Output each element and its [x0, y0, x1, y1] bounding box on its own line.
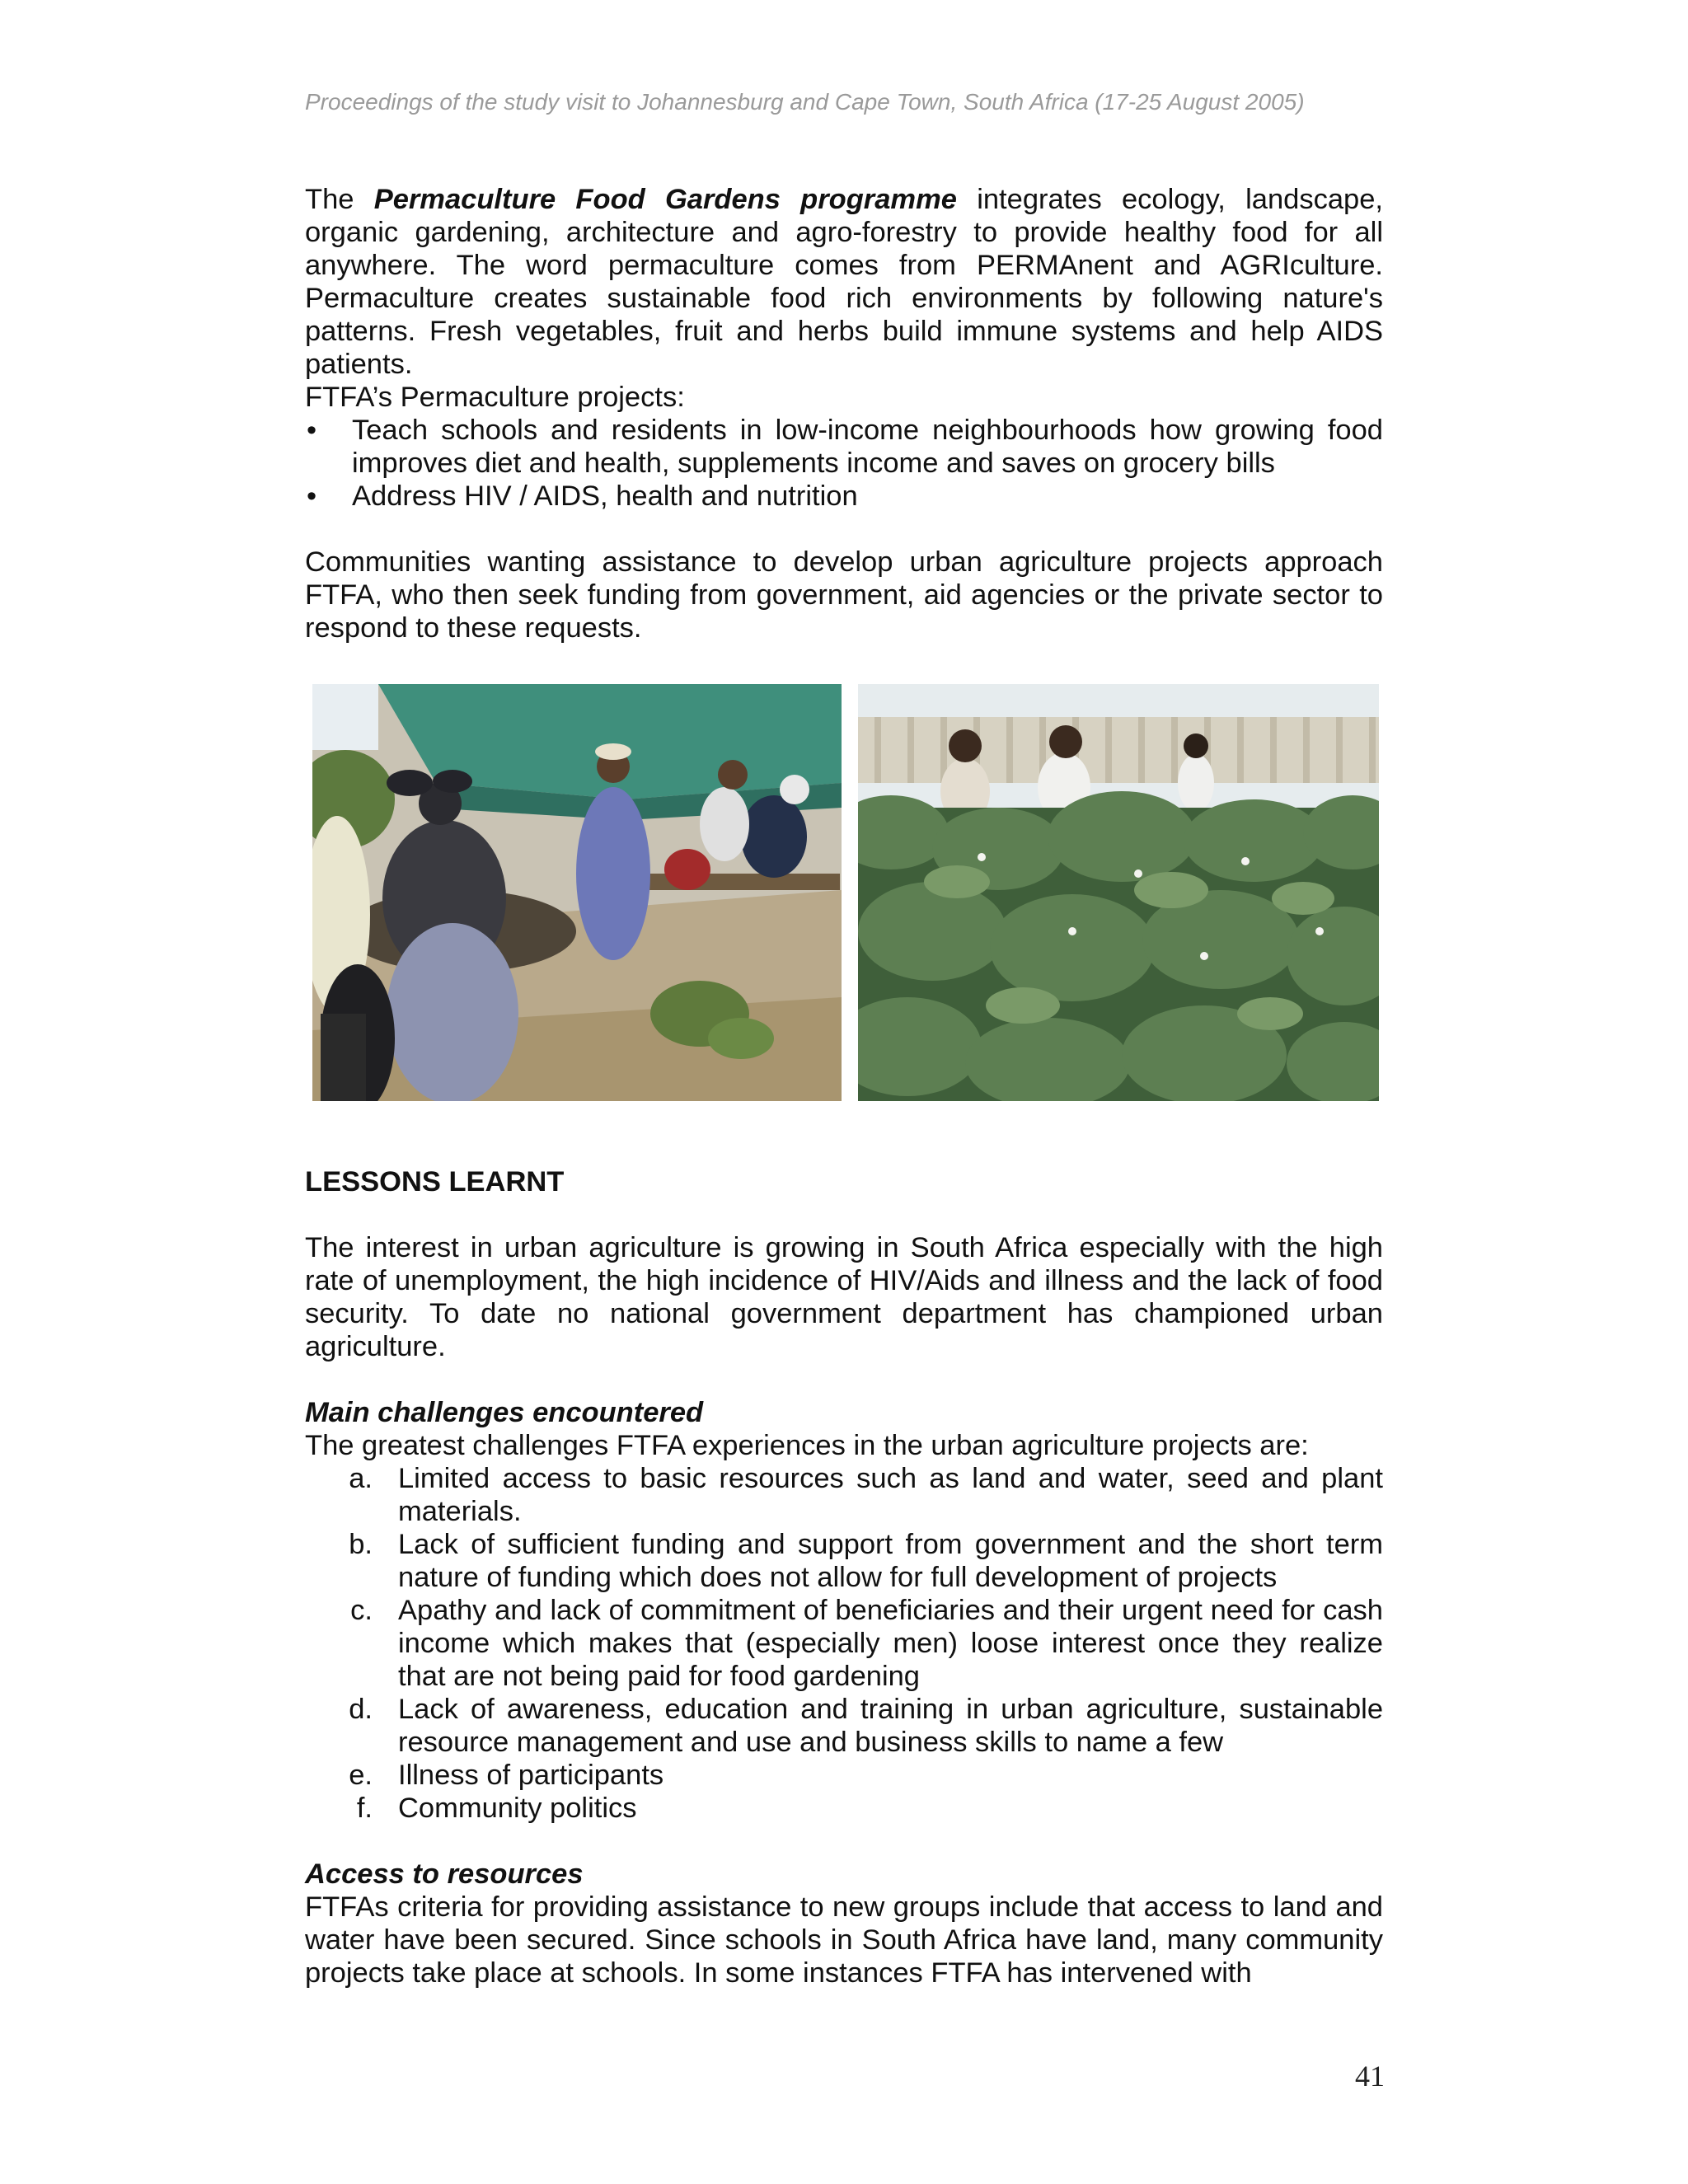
challenge-marker: c. — [350, 1595, 373, 1626]
challenge-item — [305, 1792, 1383, 1825]
challenge-marker: f. — [356, 1793, 373, 1824]
challenge-text: Lack of sufficient funding and support from government and the short term nature of funding which does not allow for full development of projects — [398, 1529, 1383, 1593]
lessons-heading: LESSONS LEARNT — [305, 1166, 565, 1197]
bullet-item — [305, 480, 1383, 513]
challenge-marker: d. — [349, 1694, 373, 1725]
challenges-heading: Main challenges encountered — [305, 1397, 704, 1428]
projects-label: FTFA’s Permaculture projects: — [305, 382, 685, 413]
intro-lead: The — [305, 184, 374, 215]
challenge-item — [305, 1528, 1383, 1594]
challenge-item — [305, 1594, 1383, 1693]
challenge-text: Lack of awareness, education and training in urban agriculture, sustainable resource management and use and business skills to name a few — [398, 1694, 1383, 1758]
intro-body: integrates ecology, landscape, organic gardening, architecture and agro-forestry to provide healthy food for all anywhere. The word permaculture comes from PERMAnent and AGRIculture. Permaculture creates sustainable food rich environments by following nature's patterns. Fresh vegetables, fruit and herbs build immune systems and help AIDS patients. — [305, 184, 1383, 380]
challenge-marker: e. — [349, 1760, 373, 1791]
garden-meeting-illustration — [312, 684, 842, 1101]
communities-paragraph: Communities wanting assistance to develop urban agriculture projects approach FTFA, who then seek funding from government, aid agencies or the private sector to respond to these requests. — [305, 546, 1383, 644]
access-heading: Access to resources — [305, 1858, 584, 1890]
photo-row — [305, 677, 1383, 1099]
page-content — [305, 183, 1383, 1990]
challenge-text: Community politics — [398, 1793, 637, 1824]
bullet-glyph: • — [307, 415, 317, 446]
bullet-item — [305, 414, 1383, 480]
challenge-text: Apathy and lack of commitment of beneficiaries and their urgent need for cash income which makes that (especially men) loose interest once they realize that are not being paid for food gardening — [398, 1595, 1383, 1692]
bean-field-photo — [858, 684, 1379, 1101]
bullet-text: Address HIV / AIDS, health and nutrition — [352, 480, 858, 512]
bullet-glyph: • — [307, 480, 317, 512]
lessons-paragraph: The interest in urban agriculture is growing in South Africa especially with the high rate of unemployment, the high incidence of HIV/Aids and illness and the lack of food security. To date no national government department has championed urban agriculture. — [305, 1232, 1383, 1362]
page-number: 41 — [1355, 2060, 1385, 2093]
running-header: Proceedings of the study visit to Johannesburg and Cape Town, South Africa (17-25 August 2005) — [305, 89, 1305, 115]
challenge-item — [305, 1759, 1383, 1792]
garden-meeting-photo — [312, 684, 842, 1101]
challenge-marker: b. — [349, 1529, 373, 1560]
projects-bullet-list — [305, 414, 1383, 513]
challenges-intro: The greatest challenges FTFA experiences in the urban agriculture projects are: — [305, 1430, 1309, 1461]
challenges-list — [305, 1462, 1383, 1825]
bean-field-illustration — [858, 684, 1379, 1101]
challenge-item — [305, 1462, 1383, 1528]
challenge-text: Limited access to basic resources such as land and water, seed and plant materials. — [398, 1463, 1383, 1527]
intro-paragraph — [305, 183, 1383, 381]
bullet-text: Teach schools and residents in low-income neighbourhoods how growing food improves diet and health, supplements income and saves on grocery bills — [352, 415, 1383, 479]
challenge-text: Illness of participants — [398, 1760, 664, 1791]
programme-name: Permaculture Food Gardens programme — [373, 184, 957, 215]
challenge-item — [305, 1693, 1383, 1759]
challenge-marker: a. — [349, 1463, 373, 1494]
access-paragraph: FTFAs criteria for providing assistance to new groups include that access to land and water have been secured. Since schools in South Africa have land, many community projects take place at schools. In some instances FTFA has intervened with — [305, 1891, 1383, 1989]
